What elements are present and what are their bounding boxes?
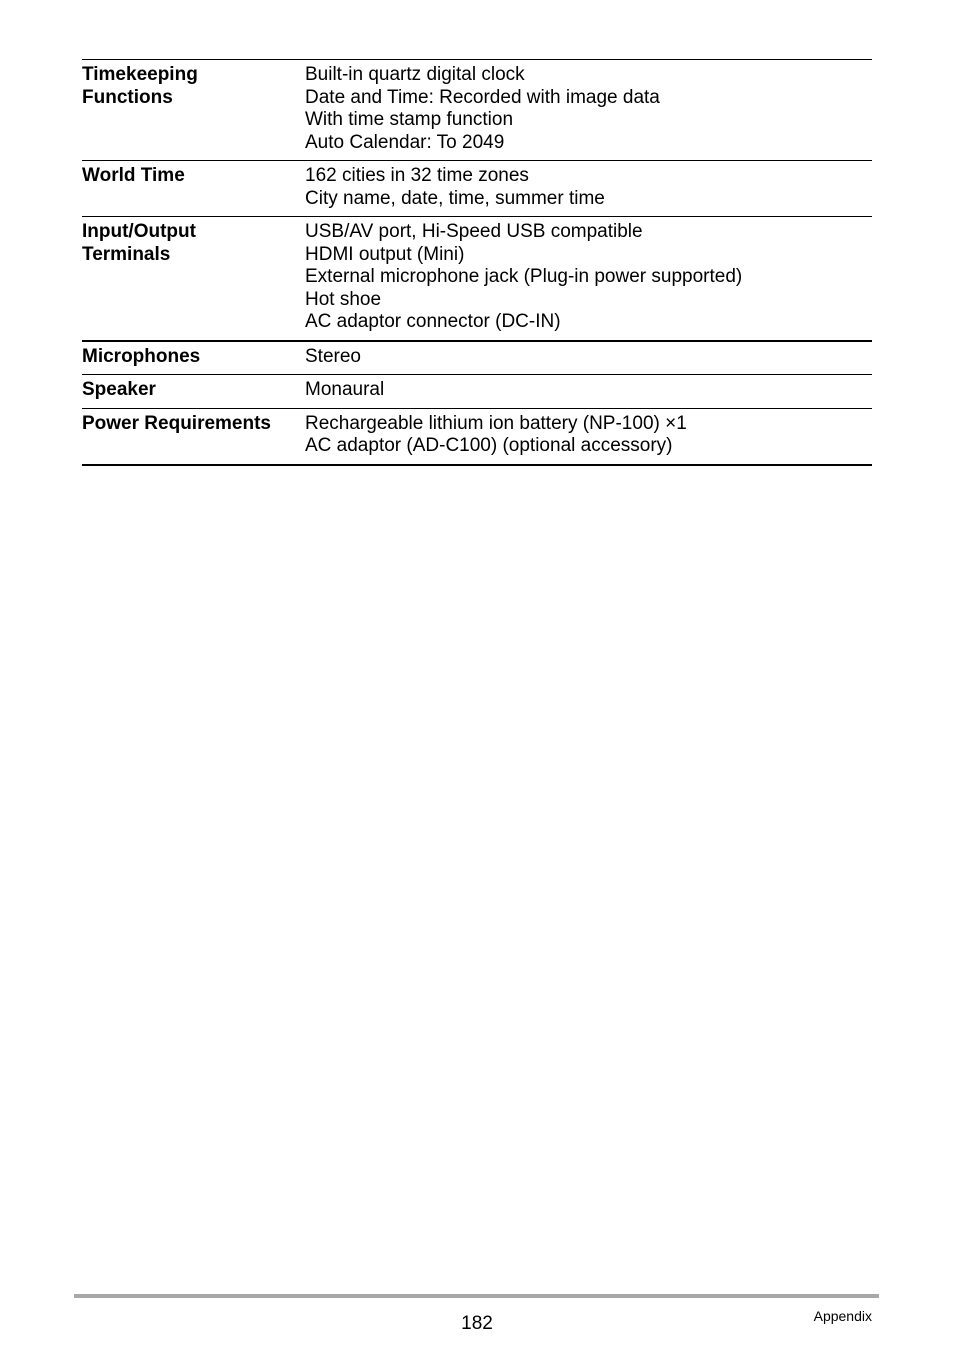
specifications-table xyxy=(82,59,872,466)
spec-value: Stereo xyxy=(305,345,361,367)
spec-label: World Time xyxy=(82,165,185,186)
spec-value: USB/AV port, Hi-Speed USB compatible xyxy=(305,221,643,242)
spec-value: Monaural xyxy=(305,379,385,400)
spec-label: Timekeeping Functions xyxy=(82,64,198,108)
spec-row-input-output xyxy=(82,216,872,340)
spec-value: AC adaptor connector (DC-IN) xyxy=(305,311,561,332)
spec-label: Input/Output Terminals xyxy=(82,221,196,265)
spec-value: Date and Time: Recorded with image data xyxy=(305,86,660,108)
spec-value: Rechargeable lithium ion battery (NP-100) ×1 xyxy=(305,412,687,434)
spec-values xyxy=(305,413,872,458)
footer-divider xyxy=(74,1294,879,1298)
spec-values xyxy=(305,379,872,402)
spec-values xyxy=(305,346,872,369)
spec-value: AC adaptor (AD-C100) (optional accessory) xyxy=(305,435,673,456)
section-label: Appendix xyxy=(813,1308,872,1324)
spec-label: Microphones xyxy=(82,345,201,367)
spec-label: Speaker xyxy=(82,379,156,400)
spec-value: 162 cities in 32 time zones xyxy=(305,165,529,186)
spec-row-speaker xyxy=(82,374,872,408)
spec-values xyxy=(305,64,872,154)
spec-value: External microphone jack (Plug-in power supported) xyxy=(305,266,743,287)
spec-value: HDMI output (Mini) xyxy=(305,243,465,265)
spec-value: Hot shoe xyxy=(305,288,382,310)
spec-values xyxy=(305,221,872,334)
spec-row-timekeeping xyxy=(82,60,872,160)
spec-value: City name, date, time, summer time xyxy=(305,187,605,209)
spec-value: Built-in quartz digital clock xyxy=(305,64,525,85)
spec-label: Power Requirements xyxy=(82,412,271,434)
spec-values xyxy=(305,165,872,210)
spec-row-microphones xyxy=(82,340,872,375)
spec-value: Auto Calendar: To 2049 xyxy=(305,131,505,153)
spec-value: With time stamp function xyxy=(305,109,514,130)
spec-row-world-time xyxy=(82,160,872,216)
spec-row-power xyxy=(82,408,872,464)
page-number: 182 xyxy=(461,1313,493,1334)
